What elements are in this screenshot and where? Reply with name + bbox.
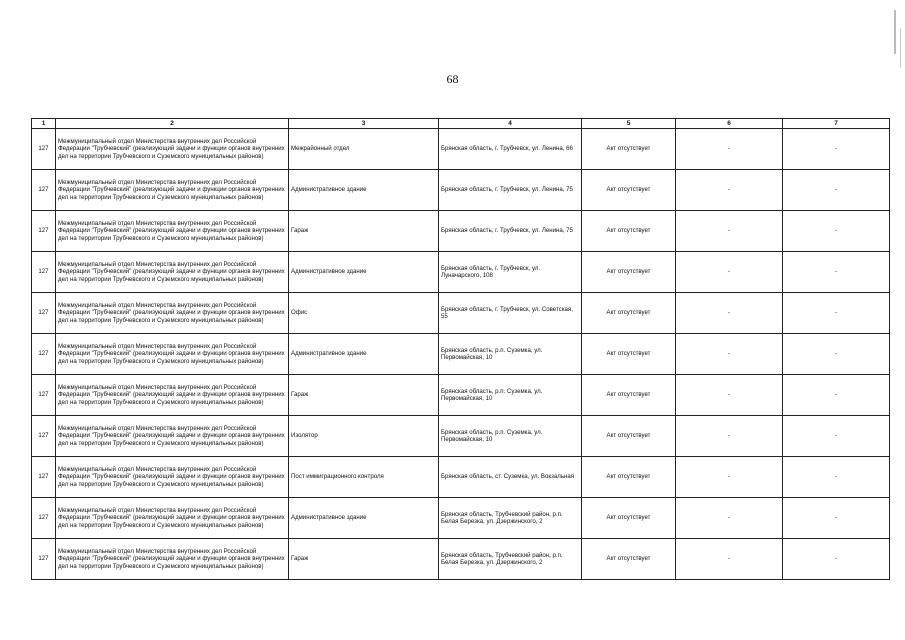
table-body bbox=[32, 129, 890, 580]
object-type: Гараж bbox=[289, 211, 439, 252]
table-row bbox=[32, 498, 890, 539]
column-7-value: - bbox=[783, 457, 890, 498]
column-6-value: - bbox=[676, 252, 783, 293]
row-number: 127 bbox=[32, 375, 56, 416]
column-header: 6 bbox=[676, 119, 783, 129]
row-number: 127 bbox=[32, 293, 56, 334]
organization-name: Межмуниципальный отдел Министерства внутренних дел Российской Федерации "Трубчевский" (реализующий задачи и функции органов внутренних дел на территории Трубчевского и Суземского муниципальных районов) bbox=[56, 334, 289, 375]
column-7-value: - bbox=[783, 129, 890, 170]
table-row bbox=[32, 375, 890, 416]
row-number: 127 bbox=[32, 539, 56, 580]
object-address: Брянская область, р.п. Суземка, ул. Первомайская, 10 bbox=[439, 416, 582, 457]
act-status: Акт отсутствует bbox=[582, 252, 676, 293]
row-number: 127 bbox=[32, 252, 56, 293]
organization-name: Межмуниципальный отдел Министерства внутренних дел Российской Федерации "Трубчевский" (реализующий задачи и функции органов внутренних дел на территории Трубчевского и Суземского муниципальных районов) bbox=[56, 211, 289, 252]
object-type: Гараж bbox=[289, 539, 439, 580]
row-number: 127 bbox=[32, 129, 56, 170]
object-address: Брянская область, р.п. Суземка, ул. Первомайская, 10 bbox=[439, 334, 582, 375]
object-address: Брянская область, р.п. Суземка, ул. Первомайская, 10 bbox=[439, 375, 582, 416]
row-number: 127 bbox=[32, 170, 56, 211]
column-7-value: - bbox=[783, 334, 890, 375]
act-status: Акт отсутствует bbox=[582, 293, 676, 334]
act-status: Акт отсутствует bbox=[582, 170, 676, 211]
column-7-value: - bbox=[783, 170, 890, 211]
column-6-value: - bbox=[676, 457, 783, 498]
column-6-value: - bbox=[676, 170, 783, 211]
organization-name: Межмуниципальный отдел Министерства внутренних дел Российской Федерации "Трубчевский" (реализующий задачи и функции органов внутренних дел на территории Трубчевского и Суземского муниципальных районов) bbox=[56, 457, 289, 498]
table-row bbox=[32, 211, 890, 252]
column-header: 5 bbox=[582, 119, 676, 129]
act-status: Акт отсутствует bbox=[582, 334, 676, 375]
column-6-value: - bbox=[676, 293, 783, 334]
object-address: Брянская область, Трубчевский район, р.п. Белая Березка, ул. Дзержинского, 2 bbox=[439, 498, 582, 539]
column-6-value: - bbox=[676, 334, 783, 375]
act-status: Акт отсутствует bbox=[582, 129, 676, 170]
row-number: 127 bbox=[32, 334, 56, 375]
organization-name: Межмуниципальный отдел Министерства внутренних дел Российской Федерации "Трубчевский" (реализующий задачи и функции органов внутренних дел на территории Трубчевского и Суземского муниципальных районов) bbox=[56, 416, 289, 457]
column-header: 2 bbox=[56, 119, 289, 129]
column-7-value: - bbox=[783, 416, 890, 457]
organization-name: Межмуниципальный отдел Министерства внутренних дел Российской Федерации "Трубчевский" (реализующий задачи и функции органов внутренних дел на территории Трубчевского и Суземского муниципальных районов) bbox=[56, 539, 289, 580]
table-row bbox=[32, 539, 890, 580]
column-6-value: - bbox=[676, 211, 783, 252]
column-7-value: - bbox=[783, 375, 890, 416]
organization-name: Межмуниципальный отдел Министерства внутренних дел Российской Федерации "Трубчевский" (реализующий задачи и функции органов внутренних дел на территории Трубчевского и Суземского муниципальных районов) bbox=[56, 375, 289, 416]
organization-name: Межмуниципальный отдел Министерства внутренних дел Российской Федерации "Трубчевский" (реализующий задачи и функции органов внутренних дел на территории Трубчевского и Суземского муниципальных районов) bbox=[56, 252, 289, 293]
column-6-value: - bbox=[676, 539, 783, 580]
table-row bbox=[32, 457, 890, 498]
column-7-value: - bbox=[783, 293, 890, 334]
table-row bbox=[32, 416, 890, 457]
table-row bbox=[32, 252, 890, 293]
object-type: Административное здание bbox=[289, 334, 439, 375]
object-type: Изолятор bbox=[289, 416, 439, 457]
act-status: Акт отсутствует bbox=[582, 539, 676, 580]
row-number: 127 bbox=[32, 416, 56, 457]
page-number: 68 bbox=[446, 72, 459, 86]
act-status: Акт отсутствует bbox=[582, 416, 676, 457]
column-6-value: - bbox=[676, 416, 783, 457]
column-header: 4 bbox=[439, 119, 582, 129]
column-7-value: - bbox=[783, 252, 890, 293]
column-6-value: - bbox=[676, 375, 783, 416]
header-row bbox=[32, 119, 890, 129]
object-address: Брянская область, ст. Суземка, ул. Вокзальная bbox=[439, 457, 582, 498]
row-number: 127 bbox=[32, 457, 56, 498]
column-header: 7 bbox=[783, 119, 890, 129]
column-7-value: - bbox=[783, 498, 890, 539]
scan-edge-mark bbox=[900, 28, 901, 68]
object-address: Брянская область, Трубчевский район, р.п. Белая Березка, ул. Дзержинского, 2 bbox=[439, 539, 582, 580]
column-7-value: - bbox=[783, 539, 890, 580]
row-number: 127 bbox=[32, 498, 56, 539]
table-row bbox=[32, 334, 890, 375]
object-type: Гараж bbox=[289, 375, 439, 416]
column-6-value: - bbox=[676, 129, 783, 170]
object-type: Административное здание bbox=[289, 498, 439, 539]
object-address: Брянская область, г. Трубчевск, ул. Ленина, 75 bbox=[439, 211, 582, 252]
object-address: Брянская область, г. Трубчевск, ул. Советская, 55 bbox=[439, 293, 582, 334]
column-header: 3 bbox=[289, 119, 439, 129]
object-type: Межрайонный отдел bbox=[289, 129, 439, 170]
column-header: 1 bbox=[32, 119, 56, 129]
organization-name: Межмуниципальный отдел Министерства внутренних дел Российской Федерации "Трубчевский" (реализующий задачи и функции органов внутренних дел на территории Трубчевского и Суземского муниципальных районов) bbox=[56, 498, 289, 539]
object-address: Брянская область, г. Трубчевск, ул. Ленина, 66 bbox=[439, 129, 582, 170]
object-type: Офис bbox=[289, 293, 439, 334]
organization-name: Межмуниципальный отдел Министерства внутренних дел Российской Федерации "Трубчевский" (реализующий задачи и функции органов внутренних дел на территории Трубчевского и Суземского муниципальных районов) bbox=[56, 293, 289, 334]
object-type: Административное здание bbox=[289, 252, 439, 293]
act-status: Акт отсутствует bbox=[582, 211, 676, 252]
registry-table bbox=[31, 118, 890, 580]
row-number: 127 bbox=[32, 211, 56, 252]
act-status: Акт отсутствует bbox=[582, 498, 676, 539]
scan-edge-mark bbox=[894, 10, 896, 54]
column-7-value: - bbox=[783, 211, 890, 252]
table-row bbox=[32, 170, 890, 211]
table-row bbox=[32, 293, 890, 334]
act-status: Акт отсутствует bbox=[582, 375, 676, 416]
column-6-value: - bbox=[676, 498, 783, 539]
object-address: Брянская область, г. Трубчевск, ул. Ленина, 75 bbox=[439, 170, 582, 211]
object-type: Пост иммиграционного контроля bbox=[289, 457, 439, 498]
organization-name: Межмуниципальный отдел Министерства внутренних дел Российской Федерации "Трубчевский" (реализующий задачи и функции органов внутренних дел на территории Трубчевского и Суземского муниципальных районов) bbox=[56, 129, 289, 170]
object-type: Административное здание bbox=[289, 170, 439, 211]
object-address: Брянская область, г. Трубчевск, ул. Луначарского, 108 bbox=[439, 252, 582, 293]
table-row bbox=[32, 129, 890, 170]
act-status: Акт отсутствует bbox=[582, 457, 676, 498]
organization-name: Межмуниципальный отдел Министерства внутренних дел Российской Федерации "Трубчевский" (реализующий задачи и функции органов внутренних дел на территории Трубчевского и Суземского муниципальных районов) bbox=[56, 170, 289, 211]
